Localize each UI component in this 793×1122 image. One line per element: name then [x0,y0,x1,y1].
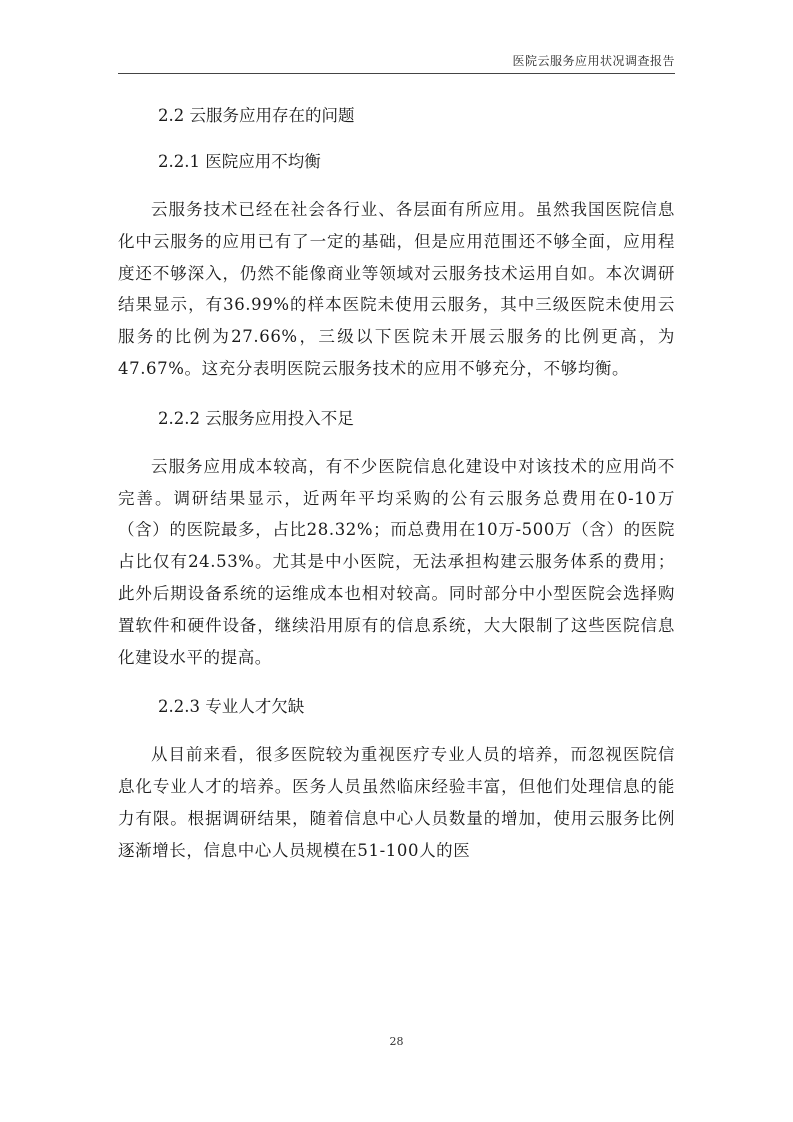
subsection-heading-2-2-2: 2.2.2 云服务应用投入不足 [158,408,354,428]
page-content [118,102,675,887]
section-heading: 2.2 云服务应用存在的问题 [158,106,355,125]
subsection-heading-2-2-3: 2.2.3 专业人才欠缺 [158,697,305,717]
paragraph-2-2-2: 云服务应用成本较高，有不少医院信息化建设中对该技术的应用尚不完善。调研结果显示，近两年平均采购的公有云服务总费用在0-10万（含）的医院最多，占比28.32%；而总费用在10万-500万（含）的医院占比仅有24.53%。尤其是中小医院，无法承担构建云服务体系的费用；此外后期设备系统的运维成本也相对较高。同时部分中小型医院会选择购置软件和硬件设备，继续沿用原有的信息系统，大大限制了这些医院信息化建设水平的提高。 [118,456,675,667]
page-number: 28 [389,1035,404,1048]
paragraph-2-2-1: 云服务技术已经在社会各行业、各层面有所应用。虽然我国医院信息化中云服务的应用已有了一定的基础，但是应用范围还不够全面，应用程度还不够深入，仍然不能像商业等领域对云服务技术运用自如。本次调研结果显示，有36.99%的样本医院未使用云服务，其中三级医院未使用云服务的比例为27.66%，三级以下医院未开展云服务的比例更高，为47.67%。这充分表明医院云服务技术的应用不够充分，不够均衡。 [118,200,675,378]
subsection-heading-2-2-1: 2.2.1 医院应用不均衡 [158,152,321,171]
header-rule [118,73,675,74]
running-header: 医院云服务应用状况调查报告 [512,54,675,68]
paragraph-2-2-3: 从目前来看，很多医院较为重视医疗专业人员的培养，而忽视医院信息化专业人才的培养。医务人员虽然临床经验丰富，但他们处理信息的能力有限。根据调研结果，随着信息中心人员数量的增加，使用云服务比例逐渐增长，信息中心人员规模在51-100人的医 [118,745,675,860]
